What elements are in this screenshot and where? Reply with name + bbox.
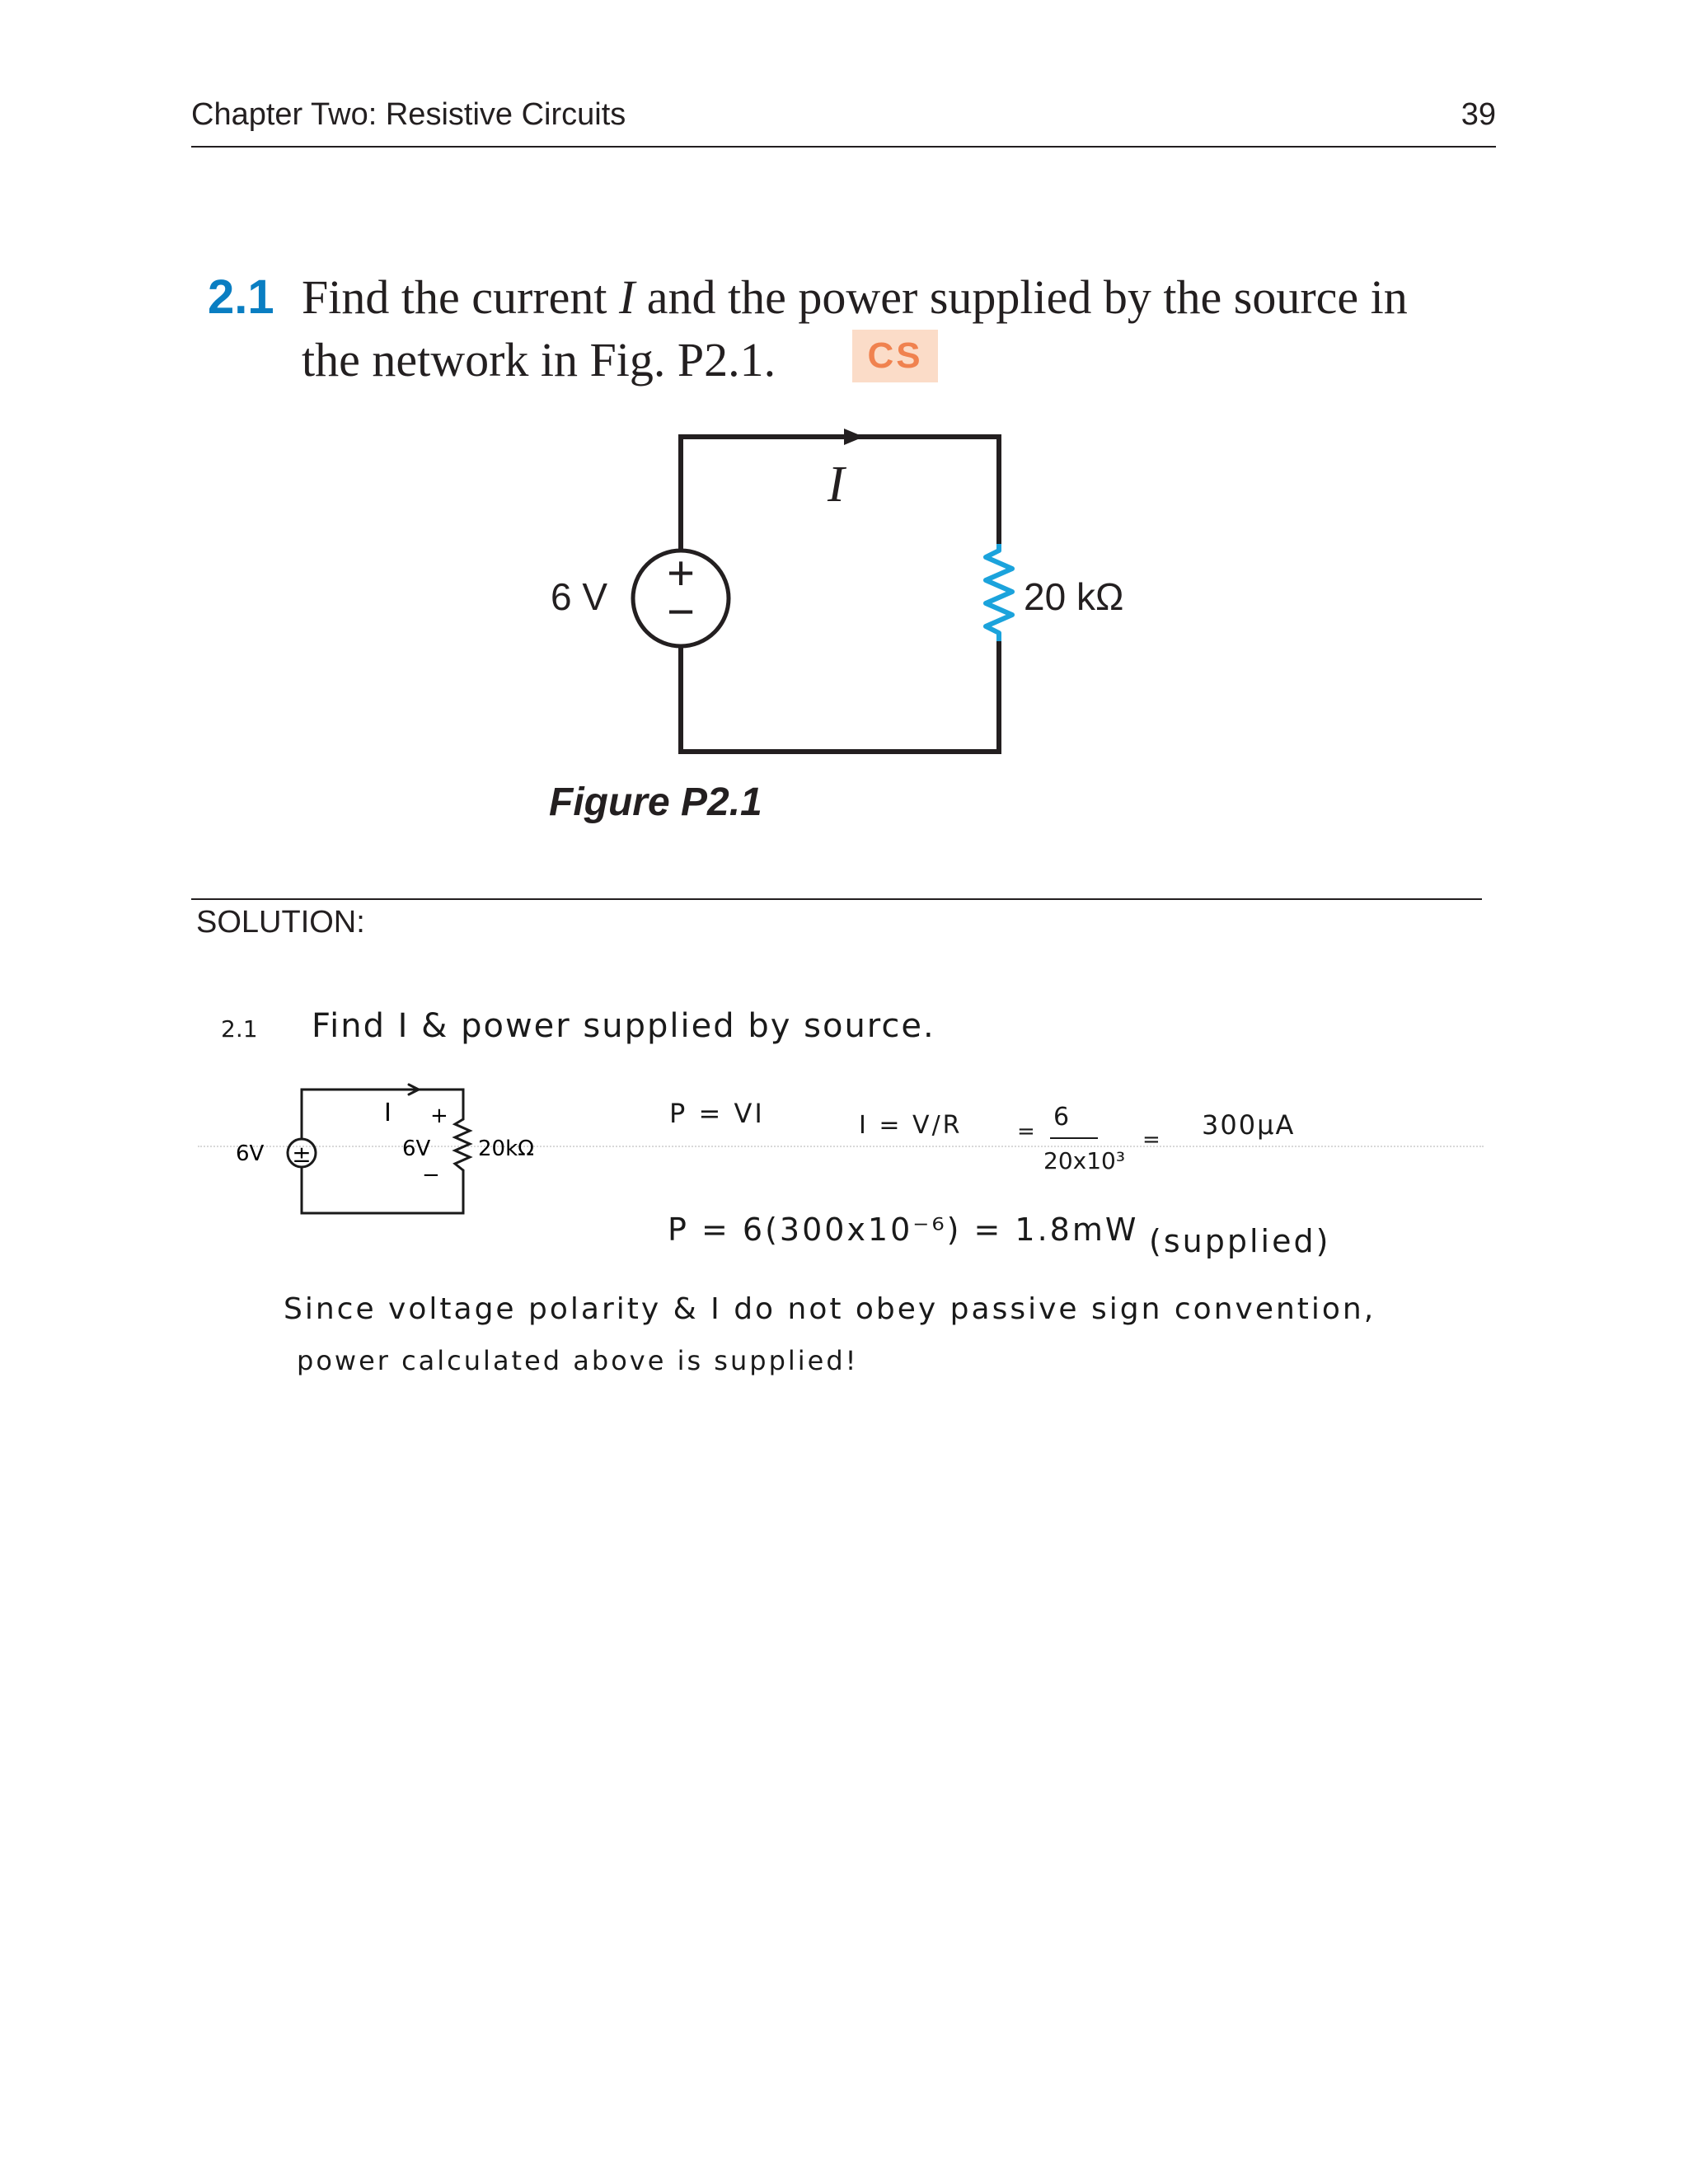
resistor-value-label: 20 kΩ [1024, 575, 1124, 618]
eq-ohms-law: I = V/R [859, 1111, 963, 1140]
problem-text-line2: the network in Fig. P2.1. [302, 333, 776, 387]
eq-sign-1: = [1017, 1119, 1035, 1144]
explanation-line2: power calculated above is supplied! [297, 1345, 859, 1376]
resistor [986, 544, 1012, 641]
fraction-numerator: 6 [1053, 1103, 1070, 1132]
eq-power-formula: P = VI [669, 1098, 765, 1129]
chapter-title: Chapter Two: Resistive Circuits [191, 97, 626, 132]
sketch-plus: + [430, 1104, 448, 1128]
sketch-resistor [455, 1119, 470, 1170]
problem-number: 2.1 [208, 270, 274, 324]
solution-rule [191, 898, 1482, 900]
fraction-denominator: 20x10³ [1043, 1147, 1126, 1174]
source-plus-sign: + [667, 546, 695, 600]
circuit-figure [0, 0, 1688, 824]
sketch-source-value: 6V [236, 1141, 265, 1166]
sketch-circuit [223, 1071, 535, 1228]
power-equation: P = 6(300x10⁻⁶) = 1.8mW [668, 1212, 1139, 1248]
supplied-note: (supplied) [1149, 1223, 1331, 1259]
figure-caption: Figure P2.1 [549, 780, 762, 824]
source-voltage-label: 6 V [551, 575, 608, 618]
explanation-line1: Since voltage polarity & I do not obey passive sign convention, [284, 1292, 1376, 1326]
sketch-current: I [384, 1099, 392, 1127]
solution-task-line: Find I & power supplied by source. [312, 1007, 935, 1045]
current-arrow [844, 429, 864, 445]
problem-text-part2: and the power supplied by the source in [635, 270, 1408, 324]
current-variable: I [618, 270, 635, 324]
current-label: I [828, 457, 845, 513]
page-number: 39 [1461, 97, 1496, 132]
current-result: 300μA [1202, 1109, 1296, 1141]
sketch-minus: − [422, 1163, 440, 1188]
sketch-resistor-value: 20kΩ [478, 1137, 535, 1161]
fraction-bar [1050, 1137, 1098, 1139]
eq-sign-2: = [1142, 1127, 1160, 1152]
solution-label: SOLUTION: [196, 905, 365, 940]
cs-badge: CS [852, 330, 938, 382]
sketch-source-symbol: ± [292, 1141, 312, 1168]
problem-text-part1: Find the current [302, 270, 619, 324]
solution-problem-number: 2.1 [221, 1015, 258, 1043]
source-minus-sign: − [667, 585, 695, 639]
wire-right-bottom [681, 641, 999, 752]
sketch-voltage: 6V [402, 1137, 431, 1161]
sketch-arrow [387, 1085, 419, 1094]
